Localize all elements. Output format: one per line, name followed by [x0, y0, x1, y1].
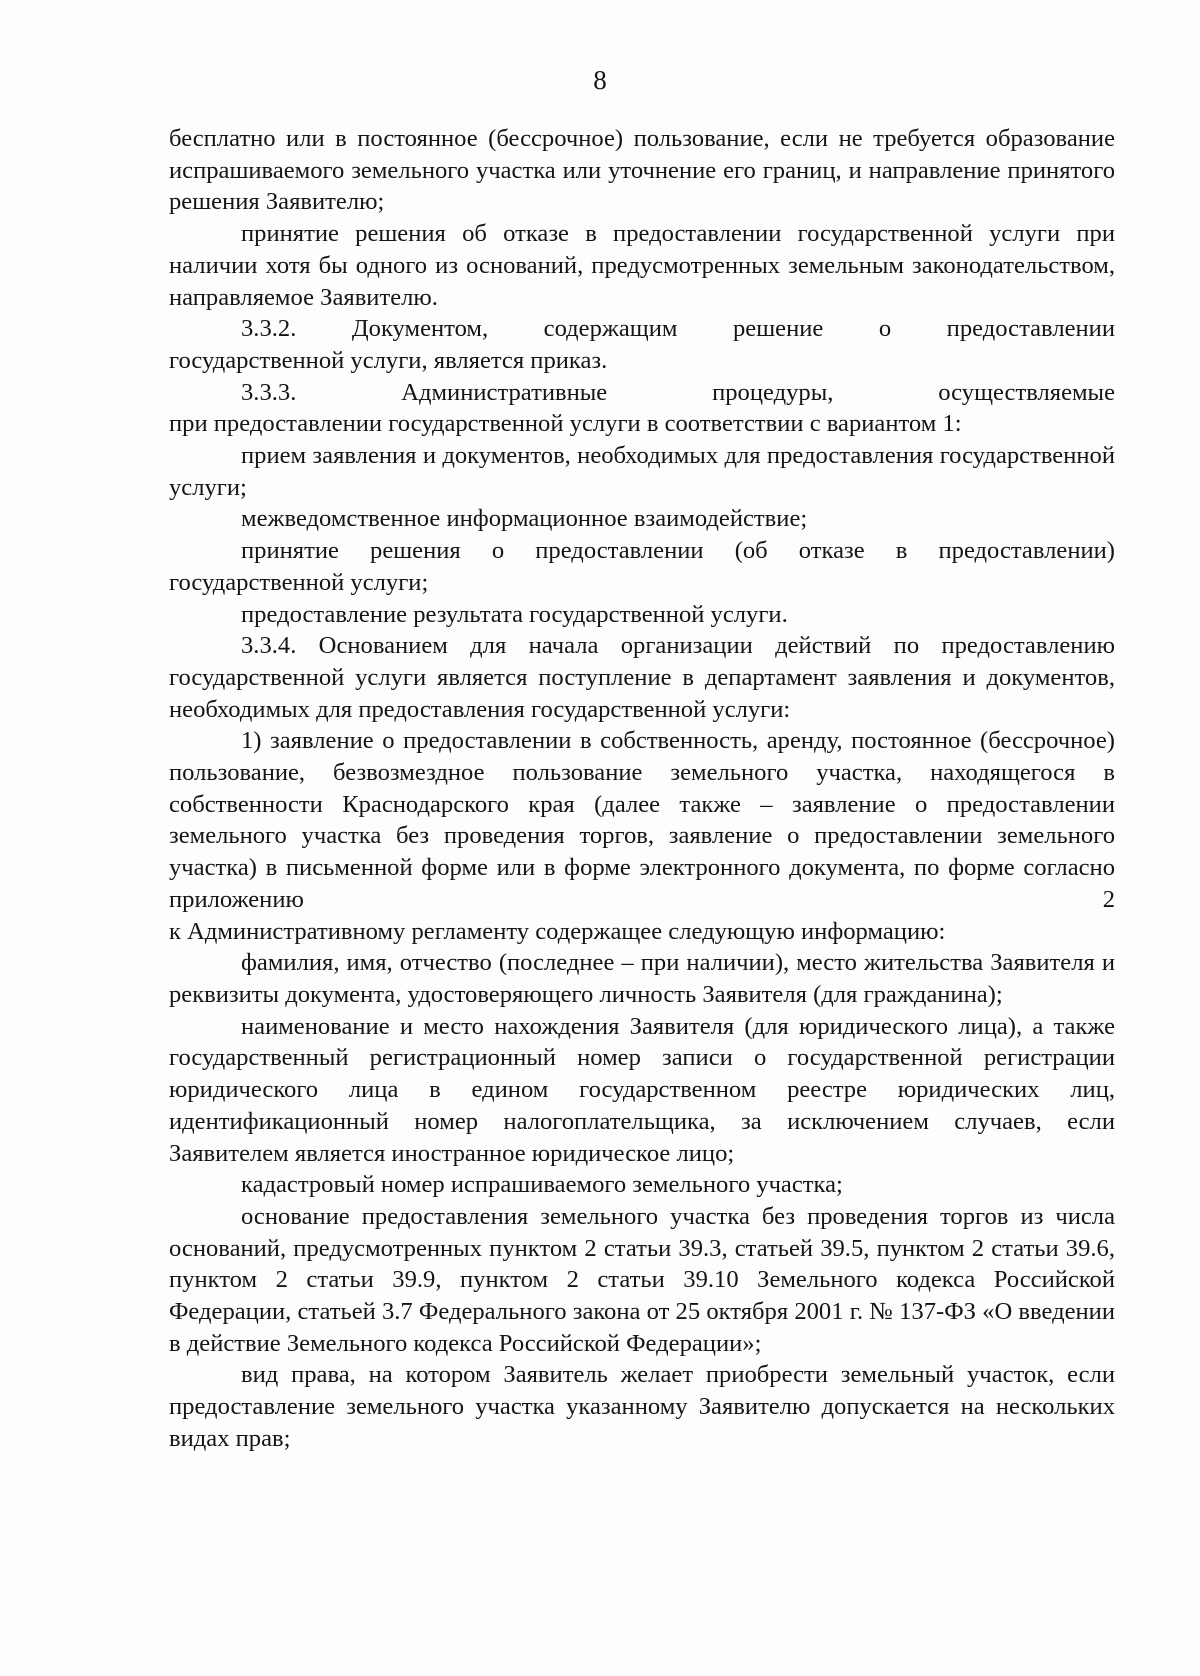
document-body — [169, 123, 1115, 1455]
paragraph: 3.3.2. Документом, содержащим решение о предоставлении — [241, 315, 1115, 343]
paragraph: принятие решения об отказе в предоставлении государственной услуги при наличии хотя бы одного из оснований, предусмотренных земельным законодательством, направляемое Заявителю. — [169, 220, 1115, 311]
paragraph: при предоставлении государственной услуги в соответствии с вариантом 1: — [169, 410, 962, 438]
paragraph: межведомственное информационное взаимодействие; — [241, 505, 808, 533]
paragraph: наименование и место нахождения Заявителя (для юридического лица), а также государственный регистрационный номер записи о государственной регистрации юридического лица в едином государственном реестре юридических лиц, идентификационный номер налогоплательщика, за исключением случаев, если Заявителем является иностранное юридическое лицо; — [169, 1012, 1115, 1167]
paragraph: принятие решения о предоставлении (об отказе в предоставлении) государственной услуги; — [169, 537, 1115, 596]
paragraph: предоставление результата государственной услуги. — [241, 600, 788, 628]
paragraph: кадастровый номер испрашиваемого земельного участка; — [241, 1171, 843, 1199]
paragraph: основание предоставления земельного участка без проведения торгов из числа оснований, предусмотренных пунктом 2 статьи 39.3, статьей 39.5, пунктом 2 статьи 39.6, пунктом 2 статьи 39.9, пунктом 2 статьи 39.10 Земельного кодекса Российской Федерации, статьей 3.7 Федерального закона от 25 октября 2001 г. № 137-ФЗ «О введении в действие Земельного кодекса Российской Федерации»; — [169, 1202, 1115, 1357]
paragraph: фамилия, имя, отчество (последнее – при наличии), место жительства Заявителя и реквизиты документа, удостоверяющего личность Заявителя (для гражданина); — [169, 949, 1115, 1008]
paragraph: вид права, на котором Заявитель желает приобрести земельный участок, если предоставление земельного участка указанному Заявителю допускается на нескольких видах прав; — [169, 1361, 1115, 1452]
page-number: 8 — [593, 65, 607, 95]
paragraph: прием заявления и документов, необходимых для предоставления государственной услуги; — [169, 442, 1115, 501]
paragraph: 1) заявление о предоставлении в собственность, аренду, постоянное (бессрочное) пользование, безвозмездное пользование земельного участка, находящегося в собственности Краснодарского края (далее также – заявление о предоставлении земельного участка без проведения торгов, заявление о предоставлении земельного участка) в письменной форме или в форме электронного документа, по форме согласно приложению 2 — [169, 727, 1115, 913]
paragraph: к Административному регламенту содержащее следующую информацию: — [169, 917, 946, 945]
paragraph: государственной услуги, является приказ. — [169, 346, 608, 374]
paragraph: бесплатно или в постоянное (бессрочное) пользование, если не требуется образование испрашиваемого земельного участка или уточнение его границ, и направление принятого решения Заявителю; — [169, 125, 1115, 216]
paragraph: 3.3.4. Основанием для начала организации действий по предоставлению государственной услуги является поступление в департамент заявления и документов, необходимых для предоставления государственной услуги: — [169, 632, 1115, 723]
paragraph: 3.3.3. Административные процедуры, осуществляемые — [241, 378, 1115, 406]
